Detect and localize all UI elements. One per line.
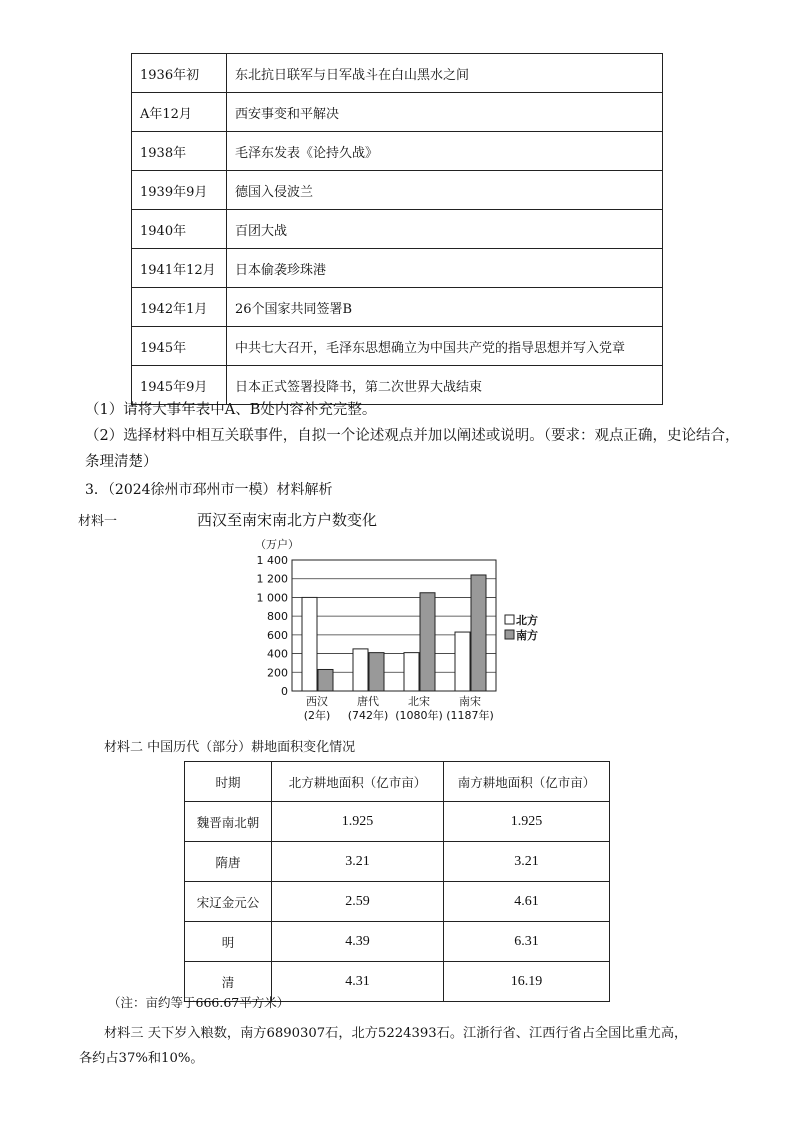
farmland-area-table	[184, 761, 610, 1002]
y-tick-label: 1 200	[256, 572, 288, 586]
timeline-event: 西安事变和平解决	[227, 93, 663, 132]
material-2-note: （注：亩约等于666.67平方米）	[108, 995, 290, 1010]
period-cell: 明	[185, 922, 272, 962]
timeline-event: 日本偷袭珍珠港	[227, 249, 663, 288]
table-header-cell: 时期	[185, 762, 272, 802]
y-tick-label: 1 400	[256, 554, 288, 567]
period-cell: 隋唐	[185, 842, 272, 882]
timeline-time: 1945年	[132, 327, 227, 366]
bar-south-1	[369, 653, 384, 691]
y-tick-label: 600	[267, 628, 288, 642]
bar-south-2	[420, 593, 435, 691]
north-area-cell: 2.59	[272, 882, 444, 922]
north-area-cell: 4.31	[272, 962, 444, 1002]
y-axis-label: （万户）	[255, 538, 299, 551]
period-cell: 宋辽金元公	[185, 882, 272, 922]
material-1-label: 材料一	[78, 514, 118, 529]
y-tick-label: 200	[267, 666, 288, 680]
north-area-cell: 4.39	[272, 922, 444, 962]
table-row	[185, 922, 610, 962]
question-2-line-1: （2）选择材料中相互关联事件，自拟一个论述观点并加以阐述或说明。（要求：观点正确，史论结合，	[85, 428, 740, 444]
bar-north-1	[353, 649, 368, 691]
x-category-year: (742年)	[347, 709, 389, 722]
x-category-label: 南宋	[459, 695, 481, 708]
timeline-time: 1939年9月	[132, 171, 227, 210]
south-area-cell: 3.21	[444, 842, 610, 882]
bar-south-3	[471, 575, 486, 691]
x-category-year: (1080年)	[395, 709, 443, 722]
timeline-event: 毛泽东发表《论持久战》	[227, 132, 663, 171]
y-tick-label: 400	[267, 647, 288, 661]
south-area-cell: 6.31	[444, 922, 610, 962]
south-area-cell: 1.925	[444, 802, 610, 842]
question-1: （1）请将大事年表中A、B处内容补充完整。	[85, 402, 377, 418]
north-area-cell: 1.925	[272, 802, 444, 842]
timeline-event: 中共七大召开，毛泽东思想确立为中国共产党的指导思想并写入党章	[227, 327, 663, 366]
legend-label: 北方	[516, 614, 538, 627]
period-cell: 清	[185, 962, 272, 1002]
timeline-row	[132, 54, 663, 93]
timeline-event: 东北抗日联军与日军战斗在白山黑水之间	[227, 54, 663, 93]
timeline-time: 1945年9月	[132, 366, 227, 405]
timeline-event: 26个国家共同签署B	[227, 288, 663, 327]
table-header-cell: 南方耕地面积（亿市亩）	[444, 762, 610, 802]
south-area-cell: 4.61	[444, 882, 610, 922]
timeline-table	[131, 53, 663, 405]
material-3-line-1: 材料三 天下岁入粮数，南方6890307石，北方5224393石。江浙行省、江西行省占全国比重尤高，	[104, 1026, 688, 1041]
period-cell: 魏晋南北朝	[185, 802, 272, 842]
material-3-line-2: 各约占37%和10%。	[79, 1051, 204, 1066]
x-category-year: (1187年)	[446, 709, 494, 722]
legend-swatch	[505, 630, 514, 639]
x-category-label: 北宋	[408, 695, 430, 708]
timeline-row	[132, 288, 663, 327]
south-area-cell: 16.19	[444, 962, 610, 1002]
timeline-row	[132, 171, 663, 210]
bar-north-0	[302, 597, 317, 691]
material-2-title: 材料二 中国历代（部分）耕地面积变化情况	[104, 740, 356, 755]
table-row	[185, 882, 610, 922]
timeline-row	[132, 132, 663, 171]
timeline-event: 德国入侵波兰	[227, 171, 663, 210]
timeline-event: 百团大战	[227, 210, 663, 249]
bar-north-3	[455, 632, 470, 691]
timeline-time: 1940年	[132, 210, 227, 249]
timeline-event: 日本正式签署投降书，第二次世界大战结束	[227, 366, 663, 405]
question-3-title: 3．（2024徐州市邳州市一模）材料解析	[85, 482, 333, 498]
legend-swatch	[505, 615, 514, 624]
x-category-year: (2年)	[303, 709, 331, 722]
x-category-label: 西汉	[306, 695, 328, 708]
bar-south-0	[318, 669, 333, 691]
x-category-label: 唐代	[357, 695, 379, 708]
north-area-cell: 3.21	[272, 842, 444, 882]
bar-north-2	[404, 653, 419, 691]
table-header-cell: 北方耕地面积（亿市亩）	[272, 762, 444, 802]
timeline-row	[132, 210, 663, 249]
timeline-row	[132, 249, 663, 288]
question-2-line-2: 条理清楚）	[85, 454, 158, 470]
table-row	[185, 842, 610, 882]
table-row	[185, 802, 610, 842]
timeline-time: 1938年	[132, 132, 227, 171]
households-bar-chart	[255, 533, 555, 725]
timeline-time: 1941年12月	[132, 249, 227, 288]
y-tick-label: 1 000	[256, 591, 288, 605]
y-tick-label: 0	[281, 685, 288, 698]
legend-label: 南方	[516, 629, 538, 642]
timeline-time: A年12月	[132, 93, 227, 132]
timeline-row	[132, 93, 663, 132]
chart-title: 西汉至南宋南北方户数变化	[197, 511, 378, 529]
y-tick-label: 800	[267, 610, 288, 624]
timeline-time: 1942年1月	[132, 288, 227, 327]
timeline-time: 1936年初	[132, 54, 227, 93]
timeline-row	[132, 327, 663, 366]
